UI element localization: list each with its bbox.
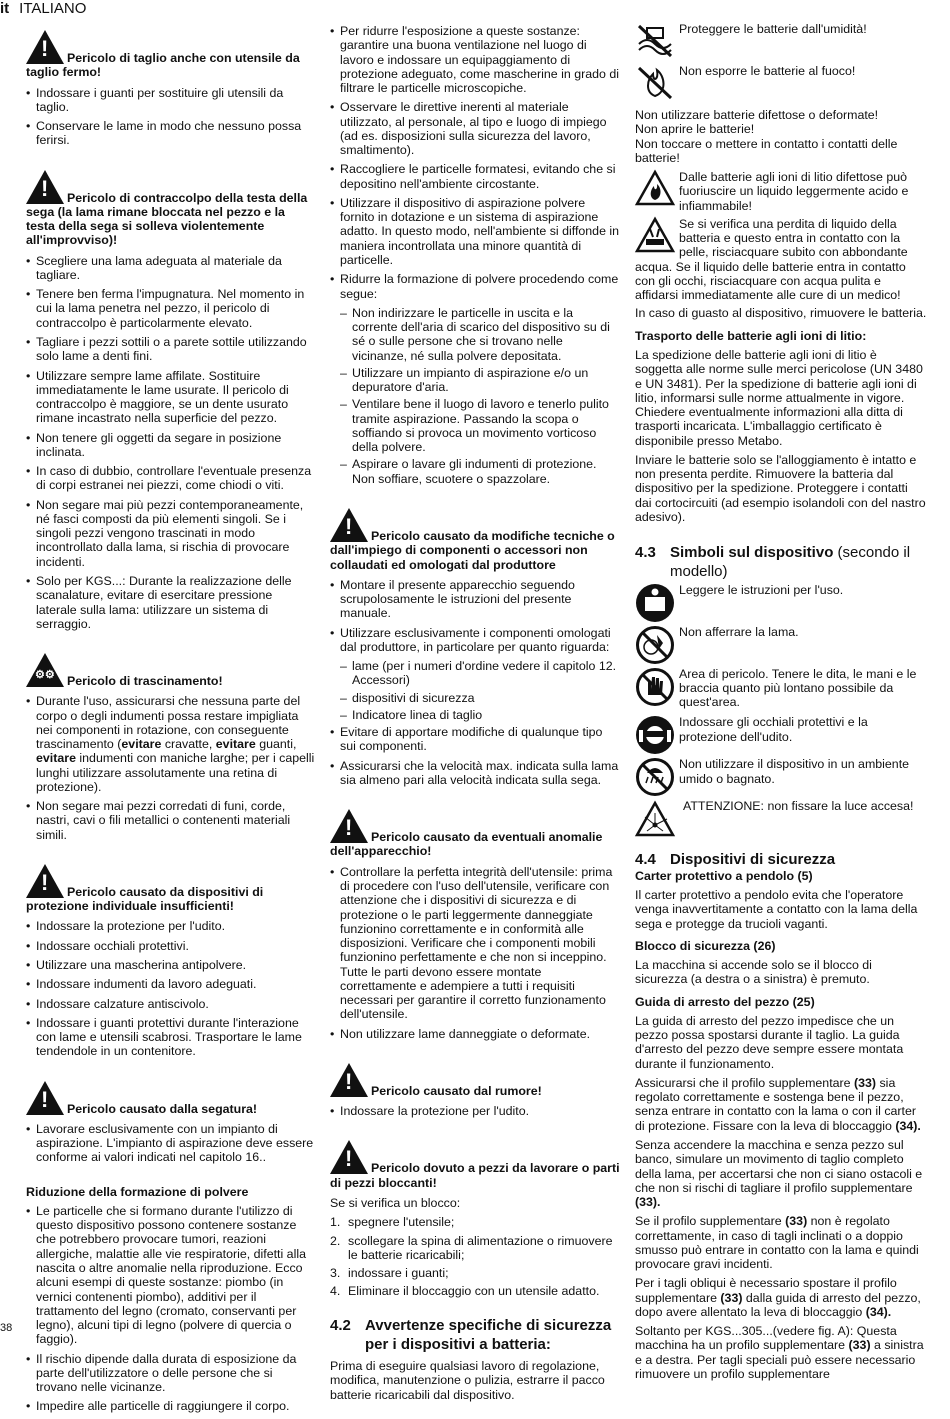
list-item: 3. indossare i guanti; bbox=[330, 1266, 449, 1281]
list-item: – Indicatore linea di taglio bbox=[340, 708, 620, 722]
transport-text-1: La spedizione delle batterie agli ioni di litio è soggetta alle norme sulle merci pericolose (UN 3480 e UN 3481). Per la spedizione di batterie agli ioni di litio, informarsi sulle norme attualmente in vigore. Chiedere eventualmente informazioni alla ditta di trasporti incaricata. L'imballaggio certificato è disponibile presso Metabo. bbox=[635, 347, 923, 448]
section-4-4-title: 4.4 Dispositivi di sicurezza bbox=[635, 851, 836, 869]
warning-noise-list bbox=[330, 1104, 620, 1118]
warning-modifications-title: !Pericolo causato da modifiche tecniche o dall'impiego di componenti o accessori non collaudati ed omologati dal produttore bbox=[330, 508, 620, 572]
lock-title: Blocco di sicurezza (26) bbox=[635, 938, 776, 953]
list-item: – dispositivi di sicurezza bbox=[340, 691, 620, 705]
symbol-danger-area: Area di pericolo. Tenere le dita, le mani e le braccia quanto più lontano possibile da quest'area. bbox=[635, 667, 927, 710]
warning-triangle-icon bbox=[26, 30, 64, 64]
battery-acid-text: Se si verifica una perdita di liquido della batteria e questo entra in contatto con la pelle, risciacquare subito con abbondante acqua. Se il liquido delle batterie entra in contatto con gli occhi, risciacquare con acqua pulita e affidarsi immediatamente alle cure di un medico! bbox=[635, 216, 908, 303]
battery-fire-row bbox=[635, 64, 927, 102]
battery-fire-text: Non esporre le batterie al fuoco! bbox=[679, 64, 856, 78]
warning-jam-title: !Pericolo dovuto a pezzi da lavorare o parti di pezzi bloccanti! bbox=[330, 1140, 620, 1190]
no-rain-icon bbox=[635, 757, 675, 797]
section-4-2-title-cont: per i dispositivi a batteria: bbox=[365, 1335, 551, 1353]
warning-kickback-title: !Pericolo di contraccolpo della testa della sega (la lama rimane bloccata nel pezzo e la testa della sega si solleva violentemente all'improvviso)! bbox=[26, 170, 316, 248]
list-item: 2. scollegare la spina di alimentazione o rimuovere le batterie ricaricabili; bbox=[330, 1233, 613, 1262]
list-item: • Evitare di apportare modifiche di qualunque tipo sui componenti. bbox=[330, 725, 620, 754]
language-title: ITALIANO bbox=[19, 0, 87, 17]
list-item: • Indossare indumenti da lavoro adeguati. bbox=[26, 977, 316, 991]
warning-defects-title: !Pericolo causato da eventuali anomalie dell'apparecchio! bbox=[330, 809, 620, 859]
list-item: • Indossare calzature antiscivolo. bbox=[26, 997, 316, 1011]
warning-ppe-title: !Pericolo causato da dispositivi di protezione individuale insufficienti! bbox=[26, 864, 316, 914]
battery-fault-text: In caso di guasto al dispositivo, rimuovere le batteria. bbox=[635, 306, 927, 321]
list-item: • In caso di dubbio, controllare l'eventuale presenza di corpi estranei nei piezzi, come chiodi o viti. bbox=[26, 464, 316, 493]
guard-title: Carter protettivo a pendolo (5) bbox=[635, 868, 813, 883]
warning-triangle-icon bbox=[26, 1081, 64, 1115]
battery-no-water-icon bbox=[635, 22, 675, 60]
list-item: • Scegliere una lama adeguata al materiale da tagliare. bbox=[26, 254, 316, 283]
profile-text-2: Senza accendere la macchina e senza pezzo sul banco, simulare un movimento di taglio completo della lama, per accertarsi che non ci siano ostacoli e che non si rischi di tagliare il profilo supplementare (33). bbox=[635, 1137, 923, 1210]
battery-no-fire-icon bbox=[635, 64, 675, 102]
read-manual-icon bbox=[635, 583, 675, 623]
laser-warning-icon bbox=[635, 799, 675, 839]
list-item: • Indossare la protezione per l'udito. bbox=[330, 1104, 620, 1118]
list-item: • Tagliare i pezzi sottili o a parete sottile utilizzando solo lame a denti fini. bbox=[26, 335, 316, 364]
dust-reduction-title: Riduzione della formazione di polvere bbox=[26, 1184, 249, 1199]
warning-noise-title: !Pericolo causato dal rumore! bbox=[330, 1063, 620, 1098]
transport-text-2: Inviare le batterie solo se l'alloggiamento è intatto e non presenta perdite. Rimuovere la batteria dal dispositivo per la spedizione. Proteggere i contatti dai cortocircuiti (ad esempio isolandoli con del nastro adesivo). bbox=[635, 452, 926, 524]
list-item: • Il rischio dipende dalla durata di esposizione da parte dell'utilizzatore o delle persone che si trovano nelle vicinanze. bbox=[26, 1352, 316, 1395]
list-item: • Utilizzare il dispositivo di aspirazione polvere fornito in dotazione e un sistema di aspirazione adatto. In questo modo, nell'ambiente si diffonde in maniera incontrollata una minore quantità di particelle. bbox=[330, 196, 620, 267]
list-item: • Durante l'uso, assicurarsi che nessuna parte del corpo o degli indumenti possa restare impigliata nei componenti in rotazione, con conseguente trascinamento (evitare cravatte, evitare guanti, evitare indumenti con maniche larghe; per i capelli lunghi utilizzare assolutamente una retina di protezione). bbox=[26, 694, 316, 794]
flammable-warning-icon bbox=[635, 170, 675, 208]
list-item: – Utilizzare un impianto di aspirazione e/o un depuratore d'aria. bbox=[340, 366, 620, 395]
list-item: • Montare il presente apparecchio seguendo scrupolosamente le istruzioni del presente manuale. bbox=[330, 578, 620, 621]
battery-moisture-row bbox=[635, 22, 927, 60]
list-item: • Non utilizzare lame danneggiate o deformate. bbox=[330, 1027, 620, 1041]
list-item: • Conservare le lame in modo che nessuno possa ferirsi. bbox=[26, 119, 316, 148]
section-4-2-title: 4.2 Avvertenze specifiche di sicurezza bbox=[330, 1316, 612, 1334]
profile-text-4: Per i tagli obliqui è necessario spostare il profilo supplementare (33) dalla guida di arresto del pezzo, dopo avere allentato la leva di bloccaggio (34). bbox=[635, 1276, 921, 1319]
warning-triangle-icon bbox=[330, 809, 368, 843]
jam-steps bbox=[330, 1215, 620, 1298]
jam-intro: Se si verifica un blocco: bbox=[330, 1196, 461, 1210]
list-item: – Aspirare o lavare gli indumenti di protezione. Non soffiare, scuotere o spazzolare. bbox=[340, 457, 620, 486]
guard-text: Il carter protettivo a pendolo evita che l'operatore venga inavvertitamente a contatto con la lama della sega e protegge da trucioli vaganti. bbox=[635, 887, 918, 931]
entanglement-warning-icon bbox=[26, 653, 64, 687]
list-item: 4. Eliminare il bloccaggio con un utensile adatto. bbox=[330, 1284, 600, 1299]
list-item: • Non tenere gli oggetti da segare in posizione inclinata. bbox=[26, 431, 316, 460]
symbol-laser-warning: ATTENZIONE: non fissare la luce accesa! bbox=[635, 799, 927, 835]
warning-ppe-list bbox=[26, 919, 316, 1058]
corrosive-warning-icon bbox=[635, 217, 675, 255]
column-middle bbox=[330, 24, 620, 1407]
hand-danger-icon bbox=[635, 667, 675, 707]
warning-triangle-icon bbox=[330, 1140, 368, 1174]
column-right bbox=[635, 22, 927, 1386]
symbol-no-wet: Non utilizzare il dispositivo in un ambiente umido o bagnato. bbox=[635, 757, 927, 793]
page-number: 38 bbox=[0, 1322, 13, 1334]
dust-reduction-list bbox=[26, 1204, 316, 1414]
battery-leak-row bbox=[635, 170, 927, 213]
list-item: • Tenere ben ferma l'impugnatura. Nel momento in cui la lama penetra nel pezzo, il pericolo di contraccolpo è particolarmente elevato. bbox=[26, 287, 316, 330]
fence-text: La guida di arresto del pezzo impedisce che un pezzo possa spostarsi durante il taglio. La guida d'arresto del pezzo deve sempre essere montata durante il funzionamento. bbox=[635, 1013, 904, 1071]
list-item: • Utilizzare esclusivamente i componenti omologati dal produttore, in particolare per quanto riguarda: bbox=[330, 626, 620, 655]
list-item: • Le particelle che si formano durante l'utilizzo di questo dispositivo possono contenere sostanze che potrebbero provocare tumori, reazioni allergiche, malattie alle vie respiratorie, difetti alla nascita o altre anomalie nella riproduzione. Ecco alcuni esempi di queste sostanze: piombo (in vernici contenenti piombo), additivi per il trattamento del legno (cromato, conservanti per legno), alcuni tipi di legno (polvere di quercia o faggio). bbox=[26, 1204, 316, 1347]
warning-sawdust-list bbox=[26, 1122, 316, 1165]
warning-cut-title: !Pericolo di taglio anche con utensile da taglio fermo! bbox=[26, 30, 316, 80]
list-item: • Utilizzare una mascherina antipolvere. bbox=[26, 958, 316, 972]
warning-modifications-list bbox=[330, 578, 620, 654]
battery-moisture-text: Proteggere le batterie dall'umidità! bbox=[679, 22, 867, 36]
list-item: • Non segare mai più pezzi contemporaneamente, né fasci composti da più elementi singoli. Se i singoli pezzi vengono trascinati in modo incontrollato dalla lama, si rischia di provocare incidenti. bbox=[26, 498, 316, 569]
section-4-3-title-cont: modello) bbox=[670, 563, 728, 581]
symbol-read-manual: Leggere le istruzioni per l'uso. bbox=[635, 583, 927, 619]
warning-entanglement-list bbox=[26, 694, 316, 842]
goggles-earmuffs-icon bbox=[635, 715, 675, 755]
battery-acid-row bbox=[635, 217, 927, 303]
profile-text-5: Soltanto per KGS...305...(vedere fig. A): Questa macchina ha un profilo supplementare (33) a sinistra e a destra. Per tagli speciali può essere necessario rimuovere un profilo supplementare bbox=[635, 1324, 924, 1381]
approved-parts-list bbox=[340, 659, 620, 722]
list-item: • Controllare la perfetta integrità dell'utensile: prima di procedere con l'uso dell'utensile, verificare con attenzione che i dispositivi di sicurezza e di protezione o le parti leggermente danneggiate funzionino correttamente e in conformità alle disposizioni. Verificare che i componenti mobili funzionino perfettamente e che non si inceppino. Tutte le parti devono essere montate correttamente e adempiere a tutti i requisiti necessari per garantire il corretto funzionamento dell'utensile. bbox=[330, 865, 620, 1022]
list-item: • Utilizzare sempre lame affilate. Sostituire immediatamente le lame usurate. Il pericolo di contraccolpo è maggiore, se un dente usurato rimane incastrato nella superficie del pezzo. bbox=[26, 369, 316, 426]
fence-title: Guida di arresto del pezzo (25) bbox=[635, 994, 815, 1009]
page-header bbox=[0, 0, 86, 17]
list-item: • Osservare le direttive inerenti al materiale utilizzato, al personale, al tipo e luogo di impiego (ad es. disposizioni sulla sicurezza del lavoro, smaltimento). bbox=[330, 100, 620, 157]
list-item: • Solo per KGS...: Durante la realizzazione delle scanalature, evitare di esercitare pressione laterale sulla lama: utilizzare un sistema di serraggio. bbox=[26, 574, 316, 631]
profile-text-3: Se il profilo supplementare (33) non è regolato correttamente, in caso di tagli inclinati o a doppio smusso può entrare in contatto con la lama e quindi provocare gravi incidenti. bbox=[635, 1214, 919, 1272]
symbol-no-touch-blade: Non afferrare la lama. bbox=[635, 625, 927, 661]
battery-lines: Non utilizzare batterie difettose o deformate! Non aprire le batterie! Non toccare o mettere in contatto i contatti delle batterie! bbox=[635, 108, 898, 165]
lock-text: La macchina si accende solo se il blocco di sicurezza (a destra o a sinistra) è premuto. bbox=[635, 958, 872, 987]
dust-dash-list bbox=[340, 306, 620, 486]
warning-triangle-icon bbox=[26, 864, 64, 898]
warning-triangle-icon bbox=[330, 508, 368, 542]
warning-sawdust-title: !Pericolo causato dalla segatura! bbox=[26, 1081, 316, 1116]
list-item: • Per ridurre l'esposizione a queste sostanze: garantire una buona ventilazione nel luogo di lavoro e indossare un equipaggiamento di protezione adeguato, come mascherine in grado di filtrare le particelle microscopiche. bbox=[330, 24, 620, 95]
list-item: • Lavorare esclusivamente con un impianto di aspirazione. L'impianto di aspirazione deve essere conforme ai valori indicati nel capitolo 16.. bbox=[26, 1122, 316, 1165]
list-item: • Assicurarsi che la velocità max. indicata sulla lama sia almeno pari alla velocità indicata sulla sega. bbox=[330, 759, 620, 788]
list-item: • Indossare i guanti per sostituire gli utensili da taglio. bbox=[26, 86, 316, 115]
transport-title: Trasporto delle batterie agli ioni di litio: bbox=[635, 328, 867, 343]
list-item: • Impedire alle particelle di raggiungere il corpo. bbox=[26, 1399, 316, 1413]
profile-text-1: Assicurarsi che il profilo supplementare (33) sia regolato correttamente e sostenga bene il pezzo, senza entrare in contatto con la lama o con il carter di protezione. Fissare con la leva di bloccaggio (34). bbox=[635, 1075, 921, 1133]
warning-entanglement-title: ⚙⚙Pericolo di trascinamento! bbox=[26, 653, 316, 688]
list-item: – lame (per i numeri d'ordine vedere il capitolo 12. Accessori) bbox=[340, 659, 620, 688]
list-item: – Ventilare bene il luogo di lavoro e tenerlo pulito tramite aspirazione. Passando la scopa o soffiando si provoca un movimento vorticoso della polvere. bbox=[340, 397, 620, 454]
warning-defects-list bbox=[330, 865, 620, 1041]
warning-triangle-icon bbox=[26, 170, 64, 204]
language-code: it bbox=[0, 0, 10, 17]
column-left bbox=[26, 18, 316, 1419]
list-item: • Non segare mai pezzi corredati di funi, corde, nastri, cavi o fili metallici o contenenti materiali simili. bbox=[26, 799, 316, 842]
section-4-2-text: Prima di eseguire qualsiasi lavoro di regolazione, modifica, manutenzione o pulizia, estrarre il pacco batterie ricaricabili dal dispositivo. bbox=[330, 1359, 605, 1402]
section-4-3-title: 4.3 Simboli sul dispositivo (secondo il bbox=[635, 544, 911, 562]
list-item: • Indossare i guanti protettivi durante l'interazione con lame e utensili scabrosi. Trasportare le lame tendendole in un contenitore. bbox=[26, 1016, 316, 1059]
list-item: 1. spegnere l'utensile; bbox=[330, 1215, 455, 1230]
list-item: • Indossare la protezione per l'udito. bbox=[26, 919, 316, 933]
symbol-eye-ear-protection: Indossare gli occhiali protettivi e la protezione dell'udito. bbox=[635, 715, 927, 751]
warning-kickback-list bbox=[26, 254, 316, 631]
no-hand-blade-icon bbox=[635, 625, 675, 665]
warning-modifications-list-2 bbox=[330, 725, 620, 787]
list-item: – Non indirizzare le particelle in uscita e la corrente dell'aria di scarico del dispositivo su di sé o sulle persone che si trovano nelle vicinanze, né sulla polvere depositata. bbox=[340, 306, 620, 363]
list-item: • Raccogliere le particelle formatesi, evitando che si depositino nell'ambiente circostante. bbox=[330, 162, 620, 191]
warning-triangle-icon bbox=[330, 1063, 368, 1097]
list-item: • Ridurre la formazione di polvere procedendo come segue: bbox=[330, 272, 620, 301]
list-item: • Indossare occhiali protettivi. bbox=[26, 939, 316, 953]
warning-cut-list bbox=[26, 86, 316, 148]
battery-leak-text: Dalle batterie agli ioni di litio difettose può fuoriuscire un liquido leggermente acido e infiammabile! bbox=[679, 170, 909, 213]
dust-measures-list bbox=[330, 24, 620, 301]
